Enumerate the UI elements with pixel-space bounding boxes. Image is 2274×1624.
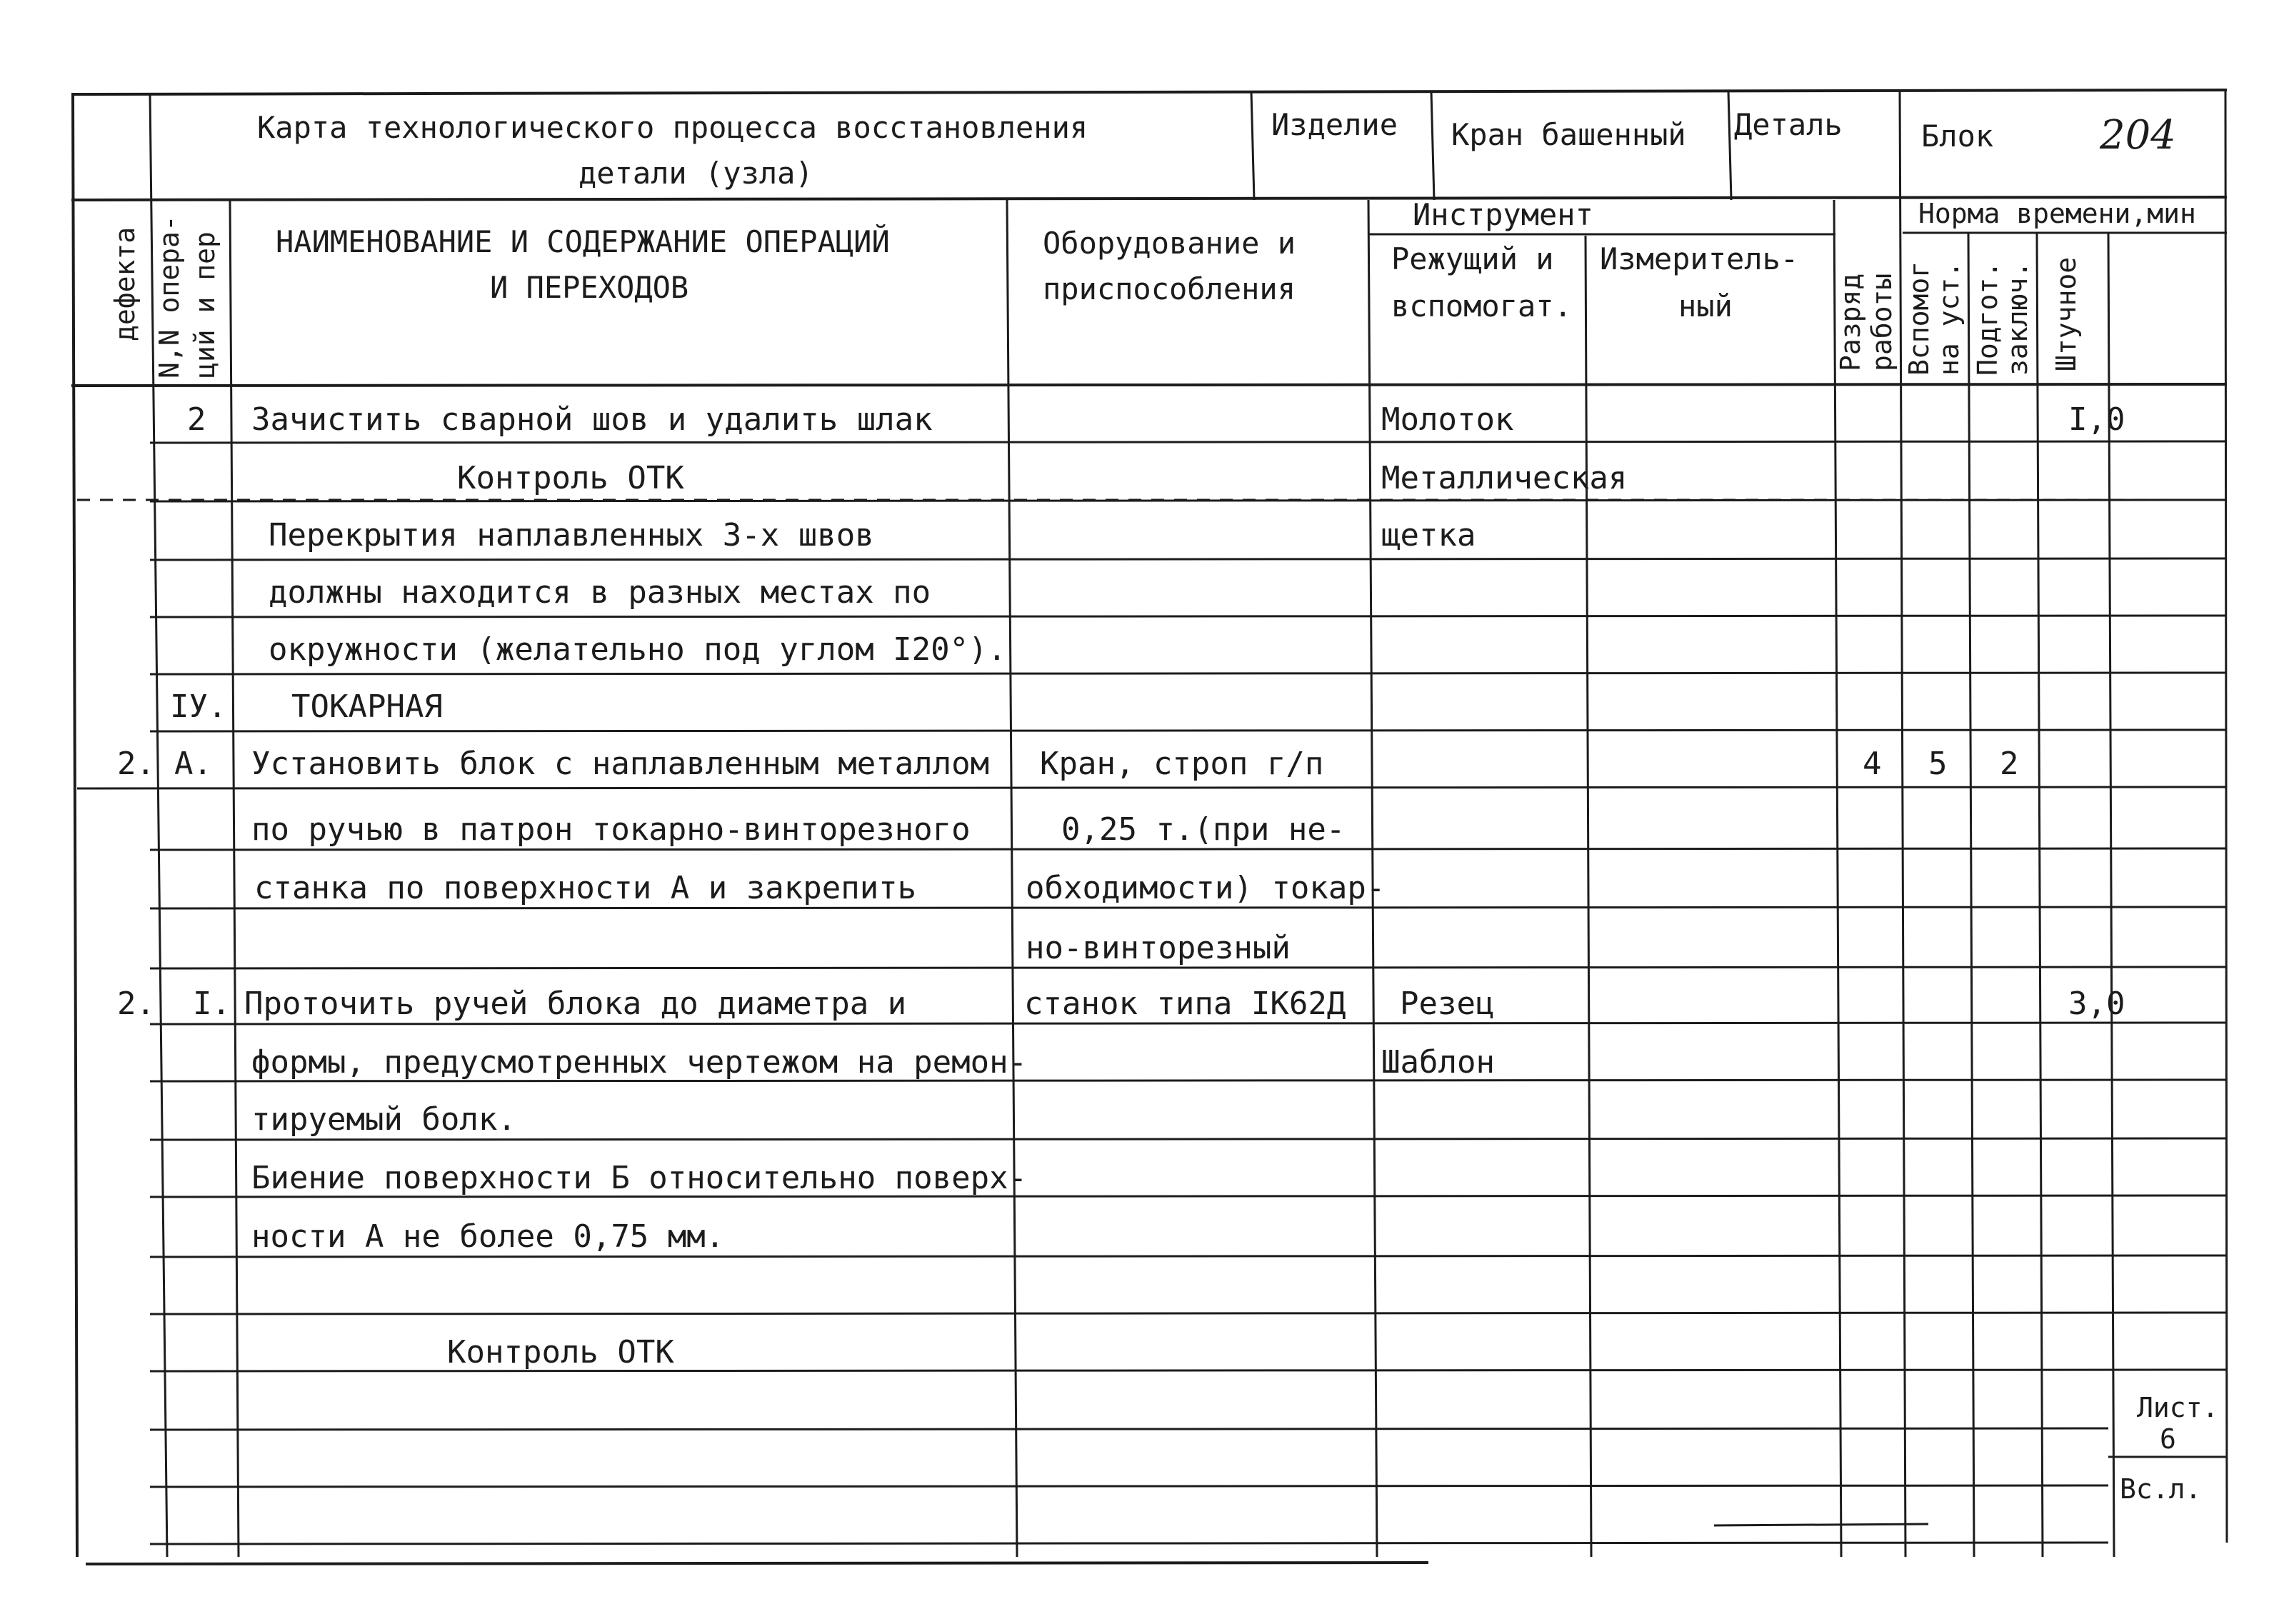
row-operation-text: Проточить ручей блока до диаметра и	[244, 986, 907, 1022]
col-op-line1: N,N опера-	[154, 215, 185, 379]
row-piece-time: I,0	[2068, 401, 2125, 438]
col-cut-line1: Режущий и	[1391, 241, 1554, 276]
col-piece: Штучное	[2050, 256, 2082, 371]
product-label: Изделие	[1271, 107, 1398, 142]
row-operation-number: А.	[174, 746, 212, 782]
row-operation-text: ности А не более 0,75 мм.	[251, 1218, 725, 1255]
col-grade-line1: Разряд	[1835, 273, 1866, 371]
row-cutting-tool: Молоток	[1381, 401, 1514, 438]
row-operation-text: Установить блок с наплавленным металлом	[251, 746, 990, 782]
row-cutting-tool: Резец	[1400, 986, 1495, 1022]
row-grade: 4	[1863, 746, 1882, 782]
row-piece-time: 3,0	[2068, 986, 2125, 1022]
row-operation-text: станка по поверхности А и закрепить	[254, 870, 917, 906]
row-aux-time: 5	[1928, 746, 1948, 782]
row-equipment: станок типа IК62Д	[1024, 986, 1346, 1022]
row-operation-text: окружности (желательно под углом I20°).	[269, 631, 1007, 668]
row-equipment: Кран, строп г/п	[1040, 746, 1324, 782]
col-equip-line1: Оборудование и	[1043, 226, 1296, 261]
header-title-line2: детали (узла)	[578, 156, 813, 191]
row-operation-text: Биение поверхности Б относительно поверх-	[251, 1160, 1028, 1196]
product-value: Кран башенный	[1451, 117, 1686, 152]
row-operation-text: по ручью в патрон токарно-винторезного	[251, 811, 971, 848]
row-operation-number: IУ.	[170, 688, 227, 725]
row-equipment: но-винторезный	[1026, 930, 1291, 966]
row-operation-text: Контроль ОТК	[447, 1334, 674, 1370]
col-meas-line2: ный	[1678, 289, 1733, 324]
row-operation-text: Перекрытия наплавленных 3-х швов	[269, 517, 874, 553]
row-operation-number: 2	[187, 401, 206, 438]
row-operation-number: I.	[193, 986, 231, 1022]
col-time-group: Норма времени,мин	[1918, 198, 2196, 229]
part-label: Деталь	[1734, 107, 1843, 142]
part-value: Блок	[1921, 119, 1994, 154]
col-name-line1: НАИМЕНОВАНИЕ И СОДЕРЖАНИЕ ОПЕРАЦИЙ	[276, 224, 890, 259]
col-meas-line1: Измеритель-	[1600, 241, 1799, 276]
row-operation-text: должны находится в разных местах по	[269, 574, 931, 611]
col-grade-line2: работы	[1866, 273, 1898, 371]
row-cutting-tool: Металлическая	[1381, 460, 1628, 496]
col-aux-line1: Вспомог	[1903, 261, 1935, 376]
row-operation-text: тируемый болк.	[251, 1101, 516, 1138]
row-prep-time: 2	[2000, 746, 2019, 782]
col-op-line2: ций и пер	[189, 231, 221, 379]
row-defect-number: 2.	[117, 986, 155, 1022]
row-operation-text: Зачистить сварной шов и удалить шлак	[251, 401, 933, 438]
col-aux-line2: на уст.	[1933, 261, 1965, 376]
row-equipment: 0,25 т.(при не-	[1061, 811, 1346, 848]
row-operation-text: ТОКАРНАЯ	[291, 688, 443, 725]
row-cutting-tool: Шаблон	[1381, 1044, 1495, 1081]
header-title-line1: Карта технологического процесса восстановления	[257, 110, 1088, 145]
row-defect-number: 2.	[117, 746, 155, 782]
col-equip-line2: приспособления	[1043, 271, 1296, 306]
row-equipment: обходимости) токар-	[1026, 870, 1386, 906]
row-operation-text: Контроль ОТК	[457, 460, 684, 496]
col-cut-line2: вспомогат.	[1391, 289, 1572, 324]
col-name-line2: И ПЕРЕХОДОВ	[490, 270, 689, 305]
handwritten-number: 204	[2100, 112, 2176, 159]
row-operation-text: формы, предусмотренных чертежом на ремон-	[251, 1044, 1028, 1081]
col-defect: дефекта	[109, 226, 141, 341]
col-prep-line2: заключ.	[2002, 261, 2033, 376]
col-prep-line1: Подгот.	[1972, 261, 2003, 376]
sheet-label: Лист.	[2137, 1392, 2219, 1423]
sheet-number: 6	[2160, 1423, 2176, 1455]
col-tool-group: Инструмент	[1413, 197, 1593, 232]
row-cutting-tool: щетка	[1381, 517, 1476, 553]
total-sheets-label: Вс.л.	[2120, 1473, 2202, 1505]
